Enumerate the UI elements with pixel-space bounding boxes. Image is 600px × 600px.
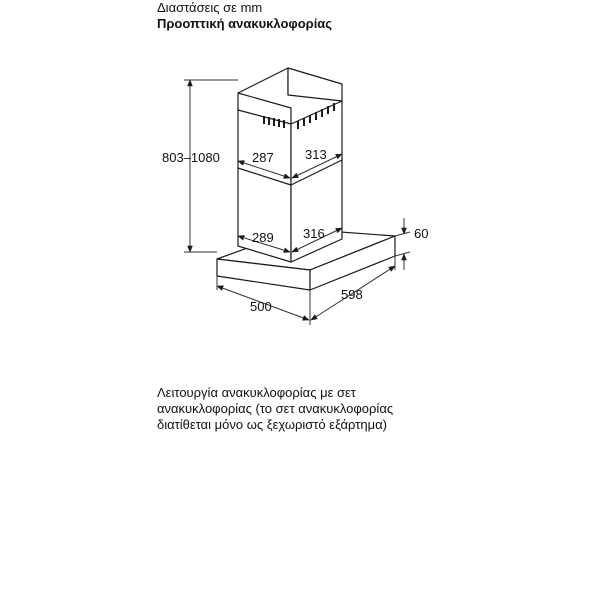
total-height-label: 803–1080 (162, 150, 220, 165)
upper-chimney-depth-label: 313 (305, 147, 327, 162)
hood-outline (217, 68, 395, 290)
recirculation-note (157, 385, 477, 433)
note-line-2: ανακυκλοφορίας (το σετ ανακυκλοφορίας (157, 401, 394, 416)
units-label: Διαστάσεις σε mm (157, 0, 263, 15)
lower-chimney-depth-label: 316 (303, 226, 325, 241)
view-title: Προοπτική ανακυκλοφορίας (157, 16, 333, 31)
upper-chimney-shape (238, 68, 342, 185)
canopy-width-label: 598 (341, 287, 363, 302)
canopy-thickness-label: 60 (414, 226, 429, 241)
lower-chimney-width-label: 289 (252, 230, 274, 245)
note-line-1: Λειτουργία ανακυκλοφορίας με σετ (157, 385, 356, 400)
upper-chimney-width-label: 287 (252, 150, 274, 165)
note-line-3: διατίθεται μόνο ως ξεχωριστό εξάρτημα) (157, 417, 387, 432)
canopy-depth-label: 500 (250, 299, 272, 314)
